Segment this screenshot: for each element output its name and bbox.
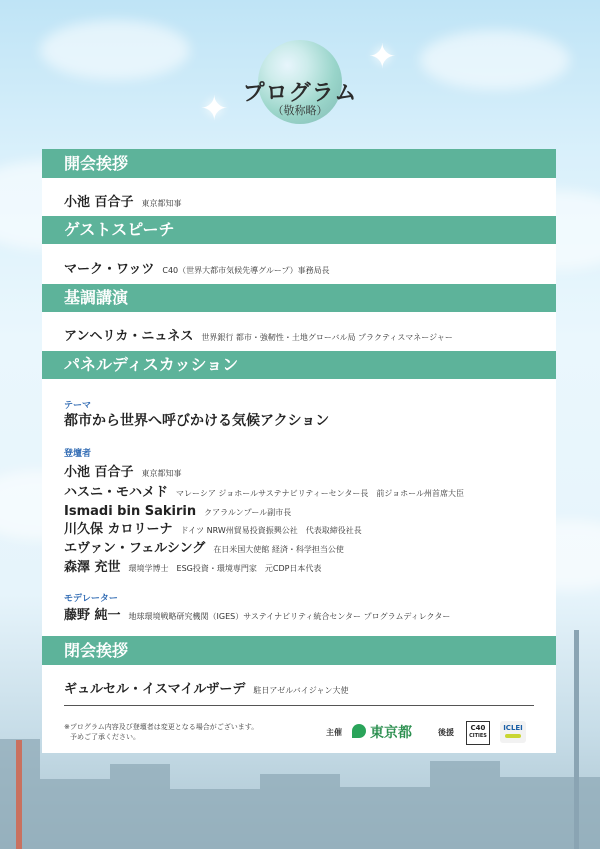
- speaker-name: ギュルセル・イスマイルザーデ: [64, 682, 246, 697]
- cloud-decoration: [40, 20, 190, 80]
- tokyo-logo-icon: [352, 724, 366, 738]
- speaker-name: エヴァン・フェルシング: [64, 541, 206, 556]
- speaker-name: アンヘリカ・ニュネス: [64, 329, 194, 344]
- page-title: プログラム: [242, 81, 358, 106]
- c40-logo: [466, 721, 490, 745]
- closing-speaker: [64, 678, 349, 697]
- skytree-decoration: [574, 630, 579, 849]
- iclei-logo-text: ICLEI: [503, 724, 523, 732]
- speaker-role: マレーシア ジョホールサステナビリティーセンター長 前ジョホール州首席大臣: [176, 489, 464, 498]
- theme-label: テーマ: [64, 401, 92, 411]
- panel-speaker: [64, 518, 362, 537]
- iclei-logo-bar: [505, 734, 521, 738]
- speaker-role: 環境学博士 ESG投資・環境専門家 元CDP日本代表: [128, 564, 322, 573]
- organizer-label: 主催: [326, 728, 342, 737]
- section-header-closing: 閉会挨拶: [42, 636, 556, 665]
- speaker-name: ハスニ・モハメド: [64, 485, 169, 500]
- section-header-keynote: 基調講演: [42, 284, 556, 312]
- section-header-opening: 開会挨拶: [42, 149, 556, 178]
- moderator: [64, 604, 450, 623]
- program-panel: [42, 149, 556, 753]
- guest-speaker: [64, 258, 330, 277]
- support-label: 後援: [438, 728, 454, 737]
- organizer-name: 東京都: [370, 725, 412, 741]
- speaker-role: C40（世界大都市気候先導グループ）事務局長: [162, 266, 330, 275]
- c40-logo-line2: CITIES: [469, 733, 487, 739]
- speaker-role: 東京都知事: [141, 199, 182, 208]
- footer-note: [64, 722, 258, 742]
- speaker-role: 東京都知事: [141, 469, 182, 478]
- panel-speaker: [64, 461, 182, 480]
- keynote-speaker: [64, 325, 453, 344]
- panel-speaker: [64, 556, 321, 575]
- skyline-building: [430, 761, 500, 849]
- panel-speaker: [64, 500, 291, 519]
- footer-divider: [64, 705, 534, 706]
- moderator-role: 地球環境戦略研究機関（IGES）サステイナビリティ統合センター プログラムディレクター: [128, 612, 451, 621]
- speaker-role: 世界銀行 都市・強靭性・土地グローバル局 プラクティスマネージャー: [201, 333, 453, 342]
- speaker-role: 駐日アゼルバイジャン大使: [253, 686, 349, 695]
- speaker-name: マーク・ワッツ: [64, 262, 155, 277]
- speaker-name: 小池 百合子: [64, 465, 134, 480]
- skyline-building: [340, 787, 430, 849]
- footer-note-line1: ※プログラム内容及び登壇者は変更となる場合がございます。: [64, 723, 259, 731]
- speakers-label: 登壇者: [64, 449, 92, 459]
- page-subtitle: （敬称略）: [272, 104, 328, 117]
- speaker-role: クアラルンプール副市長: [204, 508, 292, 517]
- panel-speaker: [64, 537, 344, 556]
- footer-note-line2: 予めご了承ください。: [70, 733, 140, 741]
- iclei-logo: [500, 721, 526, 743]
- speaker-role: ドイツ NRW州貿易投資振興公社 代表取締役社長: [180, 526, 362, 535]
- skyline-building: [110, 764, 170, 849]
- skyline-building: [170, 789, 260, 849]
- section-header-guest: ゲストスピーチ: [42, 216, 556, 244]
- moderator-name: 藤野 純一: [64, 608, 121, 623]
- panel-speaker: [64, 481, 464, 500]
- skyline-building: [40, 779, 110, 849]
- opening-speaker: [64, 191, 182, 210]
- sparkle-icon: ✦: [368, 37, 397, 77]
- panel-theme: 都市から世界へ呼びかける気候アクション: [64, 413, 330, 429]
- tokyo-tower-decoration: [16, 740, 22, 849]
- speaker-name: 小池 百合子: [64, 195, 134, 210]
- moderator-label: モデレーター: [64, 594, 118, 604]
- section-header-panel: パネルディスカッション: [42, 351, 556, 379]
- skyline-building: [500, 777, 600, 849]
- speaker-role: 在日米国大使館 経済・科学担当公使: [213, 545, 344, 554]
- c40-logo-line1: C40: [470, 724, 486, 732]
- speaker-name: Ismadi bin Sakirin: [64, 504, 197, 519]
- skyline-building: [260, 774, 340, 849]
- speaker-name: 川久保 カロリーナ: [64, 522, 173, 537]
- speaker-name: 森澤 充世: [64, 560, 121, 575]
- sparkle-icon: ✦: [200, 89, 229, 129]
